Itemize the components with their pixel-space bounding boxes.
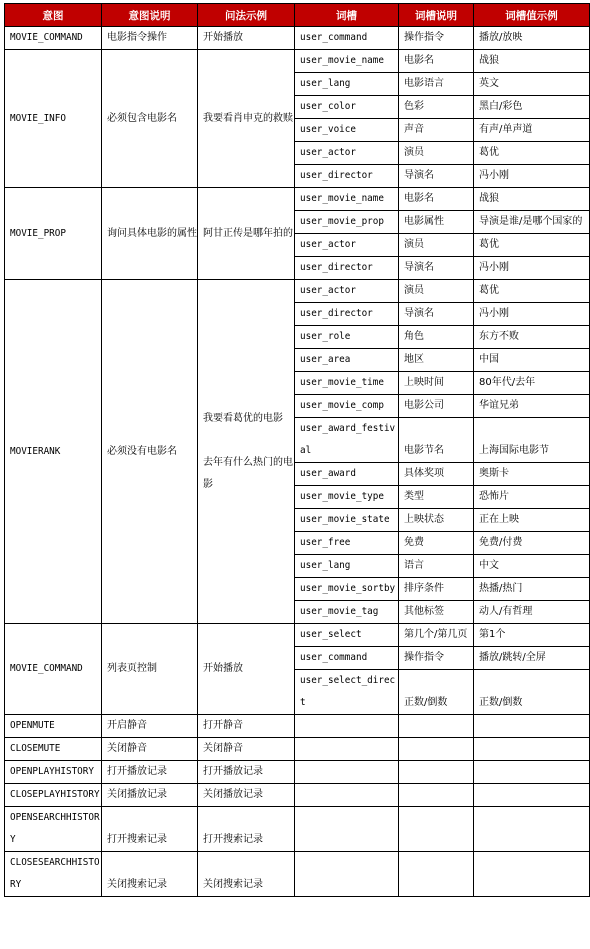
slot-value-cell: 英文 [474, 73, 590, 96]
intent-desc-cell: 关闭搜索记录 [102, 852, 198, 897]
example-cell: 打开播放记录 [198, 761, 295, 784]
slot-cell: user_award [295, 463, 399, 486]
slot-value-cell: 有声/单声道 [474, 119, 590, 142]
intent-cell: MOVIE_PROP [5, 188, 102, 280]
table-row [5, 738, 590, 761]
slot-value-cell: 冯小刚 [474, 303, 590, 326]
intent-cell: OPENPLAYHISTORY [5, 761, 102, 784]
table-row [5, 624, 590, 647]
header-intent: 意图 [5, 4, 102, 27]
slot-desc-cell: 正数/倒数 [399, 670, 474, 715]
slot-desc-cell: 免费 [399, 532, 474, 555]
slot-cell: user_movie_time [295, 372, 399, 395]
slot-cell: user_voice [295, 119, 399, 142]
slot-cell: user_color [295, 96, 399, 119]
example-cell: 我要看肖申克的救赎 [198, 50, 295, 188]
table-row [5, 852, 590, 897]
intent-cell: CLOSEPLAYHISTORY [5, 784, 102, 807]
slot-cell: user_movie_prop [295, 211, 399, 234]
slot-value-cell: 冯小刚 [474, 257, 590, 280]
slot-value-cell: 上海国际电影节 [474, 418, 590, 463]
table-row [5, 50, 590, 73]
slot-cell: user_lang [295, 555, 399, 578]
slot-cell: user_lang [295, 73, 399, 96]
slot-cell [295, 784, 399, 807]
example-cell: 关闭播放记录 [198, 784, 295, 807]
slot-cell: user_director [295, 303, 399, 326]
slot-cell: user_movie_tag [295, 601, 399, 624]
intent-desc-cell: 打开播放记录 [102, 761, 198, 784]
table-row [5, 280, 590, 303]
slot-desc-cell: 操作指令 [399, 647, 474, 670]
slot-value-cell: 葛优 [474, 280, 590, 303]
slot-desc-cell [399, 784, 474, 807]
example-cell: 我要看葛优的电影 去年有什么热门的电影 [198, 280, 295, 624]
slot-desc-cell: 具体奖项 [399, 463, 474, 486]
slot-desc-cell: 操作指令 [399, 27, 474, 50]
slot-value-cell: 正在上映 [474, 509, 590, 532]
intent-cell: CLOSEMUTE [5, 738, 102, 761]
slot-cell [295, 807, 399, 852]
example-cell: 关闭静音 [198, 738, 295, 761]
header-slot: 词槽 [295, 4, 399, 27]
slot-cell: user_area [295, 349, 399, 372]
slot-desc-cell: 语言 [399, 555, 474, 578]
example-cell: 开始播放 [198, 624, 295, 715]
slot-desc-cell: 类型 [399, 486, 474, 509]
example-cell: 打开静音 [198, 715, 295, 738]
slot-desc-cell: 导演名 [399, 257, 474, 280]
intent-slot-table [4, 3, 590, 897]
slot-value-cell [474, 807, 590, 852]
slot-value-cell [474, 852, 590, 897]
intent-cell: OPENSEARCHHISTORY [5, 807, 102, 852]
slot-value-cell: 战狼 [474, 50, 590, 73]
slot-desc-cell: 电影公司 [399, 395, 474, 418]
header-intent-desc: 意图说明 [102, 4, 198, 27]
example-cell: 打开搜索记录 [198, 807, 295, 852]
slot-value-cell: 华谊兄弟 [474, 395, 590, 418]
slot-value-cell: 播放/跳转/全屏 [474, 647, 590, 670]
slot-desc-cell: 色彩 [399, 96, 474, 119]
intent-desc-cell: 打开搜索记录 [102, 807, 198, 852]
intent-cell: MOVIERANK [5, 280, 102, 624]
slot-value-cell: 中国 [474, 349, 590, 372]
slot-value-cell: 导演是谁/是哪个国家的 [474, 211, 590, 234]
intent-cell: OPENMUTE [5, 715, 102, 738]
slot-value-cell: 第1个 [474, 624, 590, 647]
slot-cell: user_select [295, 624, 399, 647]
slot-value-cell: 播放/放映 [474, 27, 590, 50]
slot-value-cell: 战狼 [474, 188, 590, 211]
slot-cell: user_movie_name [295, 188, 399, 211]
slot-desc-cell [399, 761, 474, 784]
slot-cell: user_command [295, 27, 399, 50]
slot-desc-cell [399, 715, 474, 738]
slot-cell [295, 852, 399, 897]
slot-cell [295, 715, 399, 738]
slot-value-cell: 奥斯卡 [474, 463, 590, 486]
example-cell: 开始播放 [198, 27, 295, 50]
slot-value-cell [474, 738, 590, 761]
slot-cell: user_actor [295, 234, 399, 257]
slot-desc-cell: 排序条件 [399, 578, 474, 601]
slot-desc-cell: 上映时间 [399, 372, 474, 395]
slot-value-cell: 动人/有哲理 [474, 601, 590, 624]
table-row [5, 27, 590, 50]
slot-desc-cell: 电影节名 [399, 418, 474, 463]
header-slot-desc: 词槽说明 [399, 4, 474, 27]
slot-desc-cell: 角色 [399, 326, 474, 349]
slot-cell: user_movie_name [295, 50, 399, 73]
table-row [5, 807, 590, 852]
slot-cell: user_select_direct [295, 670, 399, 715]
slot-cell: user_movie_sortby [295, 578, 399, 601]
slot-desc-cell: 上映状态 [399, 509, 474, 532]
slot-desc-cell: 电影属性 [399, 211, 474, 234]
intent-cell: MOVIE_INFO [5, 50, 102, 188]
slot-value-cell [474, 761, 590, 784]
intent-desc-cell: 询问具体电影的属性 [102, 188, 198, 280]
slot-desc-cell: 演员 [399, 234, 474, 257]
slot-desc-cell: 导演名 [399, 165, 474, 188]
slot-desc-cell: 演员 [399, 142, 474, 165]
slot-desc-cell: 其他标签 [399, 601, 474, 624]
slot-value-cell: 80年代/去年 [474, 372, 590, 395]
slot-desc-cell [399, 738, 474, 761]
slot-value-cell: 中文 [474, 555, 590, 578]
intent-desc-cell: 关闭播放记录 [102, 784, 198, 807]
header-example: 问法示例 [198, 4, 295, 27]
intent-desc-cell: 必须没有电影名 [102, 280, 198, 624]
slot-cell: user_actor [295, 280, 399, 303]
slot-cell: user_award_festival [295, 418, 399, 463]
slot-desc-cell: 电影名 [399, 50, 474, 73]
slot-value-cell: 免费/付费 [474, 532, 590, 555]
header-slot-value: 词槽值示例 [474, 4, 590, 27]
slot-value-cell: 东方不败 [474, 326, 590, 349]
intent-cell: MOVIE_COMMAND [5, 624, 102, 715]
slot-value-cell: 正数/倒数 [474, 670, 590, 715]
slot-desc-cell: 演员 [399, 280, 474, 303]
slot-desc-cell [399, 807, 474, 852]
slot-cell: user_movie_comp [295, 395, 399, 418]
intent-cell: CLOSESEARCHHISTORY [5, 852, 102, 897]
slot-value-cell: 恐怖片 [474, 486, 590, 509]
example-cell: 阿甘正传是哪年拍的 [198, 188, 295, 280]
slot-value-cell: 黑白/彩色 [474, 96, 590, 119]
table-row [5, 784, 590, 807]
slot-value-cell [474, 715, 590, 738]
table-row [5, 761, 590, 784]
slot-value-cell: 冯小刚 [474, 165, 590, 188]
intent-desc-cell: 电影指令操作 [102, 27, 198, 50]
slot-value-cell: 葛优 [474, 142, 590, 165]
slot-cell: user_movie_type [295, 486, 399, 509]
table-row [5, 188, 590, 211]
table-header-row [5, 4, 590, 27]
slot-cell: user_command [295, 647, 399, 670]
intent-desc-cell: 必须包含电影名 [102, 50, 198, 188]
table-row [5, 715, 590, 738]
example-cell: 关闭搜索记录 [198, 852, 295, 897]
intent-cell: MOVIE_COMMAND [5, 27, 102, 50]
slot-cell: user_free [295, 532, 399, 555]
slot-cell: user_actor [295, 142, 399, 165]
slot-cell: user_director [295, 165, 399, 188]
slot-value-cell: 葛优 [474, 234, 590, 257]
slot-desc-cell: 电影名 [399, 188, 474, 211]
slot-value-cell: 热播/热门 [474, 578, 590, 601]
slot-desc-cell: 声音 [399, 119, 474, 142]
slot-desc-cell [399, 852, 474, 897]
slot-cell [295, 761, 399, 784]
intent-desc-cell: 开启静音 [102, 715, 198, 738]
intent-desc-cell: 关闭静音 [102, 738, 198, 761]
slot-desc-cell: 电影语言 [399, 73, 474, 96]
slot-cell: user_director [295, 257, 399, 280]
slot-desc-cell: 导演名 [399, 303, 474, 326]
slot-cell [295, 738, 399, 761]
slot-cell: user_role [295, 326, 399, 349]
slot-cell: user_movie_state [295, 509, 399, 532]
intent-desc-cell: 列表页控制 [102, 624, 198, 715]
slot-desc-cell: 地区 [399, 349, 474, 372]
slot-desc-cell: 第几个/第几页 [399, 624, 474, 647]
slot-value-cell [474, 784, 590, 807]
